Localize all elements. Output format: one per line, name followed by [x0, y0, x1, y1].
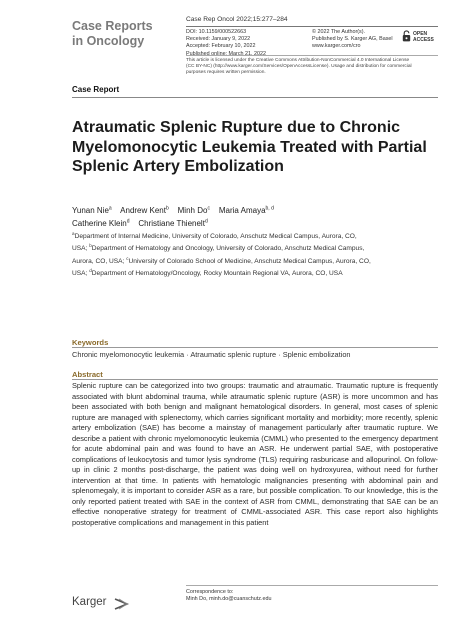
open-lock-icon [402, 30, 411, 42]
correspondence-label: Correspondence to: [186, 589, 234, 595]
author: Andrew Kent$^b$ [120, 205, 169, 215]
author-list [72, 203, 432, 229]
author: Minh Do$^c$ [177, 205, 210, 215]
journal-name-line2: in Oncology [72, 34, 145, 48]
author: Christiane Thienelt$^d$ [138, 218, 208, 228]
license-notice [186, 58, 436, 77]
keywords-heading: Keywords [72, 338, 109, 347]
open-access-line1: OPEN [413, 31, 428, 37]
license-line3: purposes requires written permission. [186, 70, 266, 76]
keyword: Chronic myelomonocytic leukemia [72, 350, 185, 359]
author: Catherine Klein$^d$ [72, 218, 130, 228]
received-date: Received: January 9, 2022 [186, 36, 251, 43]
author: Yunan Nie$^a$ [72, 205, 112, 215]
abstract-heading: Abstract [72, 370, 103, 379]
keyword: Atraumatic splenic rupture [190, 350, 277, 359]
citation: Case Rep Oncol 2022;15:277–284 [186, 16, 288, 23]
license-divider [186, 55, 438, 56]
abstract-text: Splenic rupture can be categorized into two groups: traumatic and atraumatic. Traumatic rupture is frequently associated with blunt abdominal trauma, while atraumatic splenic rupture (ASR) is more uncommon and has been associated with both benign and malignant hematological disorders. In general, most cases of splenic rupture are managed with splenectomy, which carries significant mortality and morbidity; more recently, splenic artery embolization (SAE) has become a mainstay of management particularly after traumatic rupture. We describe a patient with chronic myelomonocytic leukemia (CMML) who presented to the emergency department for acute abdominal pain and was found to have an ASR. He underwent partial SAE, with postoperative complications of leukocytosis and tumor lysis syndrome (TLS) requiring rasburicase and allopurinol. On follow-up in clinic 2 months post-discharge, the patient was doing well on hydroxyurea, without need for further intervention at that time. In patients with hematologic malignancies presenting with abdominal pain and splenomegaly, it is important to consider ASR as a rare, but possible complication. To our knowledge, this is the only reported patient treated with SAE in the context of ASR from CMML, demonstrating that SAE can be an effective nonoperative strategy for treatment of CMML-associated ASR. This case report also highlights postoperative complications and management in this patient [72, 381, 438, 527]
copyright: © 2022 The Author(s). [312, 29, 366, 35]
keywords-divider [72, 347, 438, 348]
website-link[interactable]: www.karger.com/cro [312, 43, 361, 50]
publication-dates [186, 29, 266, 58]
open-access-label [413, 31, 434, 43]
author: Maria Amaya$^{b, d}$ [218, 205, 274, 215]
article-type: Case Report [72, 85, 120, 94]
correspondence-divider [186, 585, 438, 586]
article-type-divider [72, 97, 438, 98]
open-access-line2: ACCESS [413, 37, 434, 43]
accepted-date: Accepted: February 10, 2022 [186, 43, 256, 50]
header-divider [186, 26, 438, 27]
article-title: Atraumatic Splenic Rupture due to Chronic Myelomonocytic Leukemia Treated with Partial Splenic Artery Embolization [72, 119, 427, 175]
publisher-line: Published by S. Karger AG, Basel [312, 36, 393, 43]
doi[interactable]: DOI: 10.1159/000522663 [186, 29, 247, 35]
correspondence-contact[interactable]: Minh Do, minh.do@cuanschutz.edu [186, 596, 272, 602]
publisher-logo-icon [113, 596, 129, 612]
keywords-list: Chronic myelomonocytic leukemia · Atraumatic splenic rupture · Splenic embolization [72, 350, 351, 359]
affiliations: $^a$Department of Internal Medicine, University of Colorado, Anschutz Medical Campus, Aurora, CO, USA; $^b$Department of Hematology and Oncology, University of Colorado, Anschutz Medical Campus, Aurora, CO, USA; $^c$University of Colorado School of Medicine, Anschutz Medical Campus, Aurora, CO, USA; $^d$Department of Hematology/Oncology, Rocky Mountain Regional VA, Aurora, CO, USA [72, 231, 371, 278]
published-date: Published online: March 21, 2022 [186, 50, 267, 57]
keyword: Splenic embolization [282, 350, 351, 359]
license-line1: This article is licensed under the Creative Commons Attribution-NonCommercial 4.0 International License [186, 58, 410, 63]
journal-name-line1: Case Reports [72, 19, 153, 33]
license-line2: (CC BY-NC) (http://www.karger.com/Services/OpenAccessLicense). Usage and distribution for commercial [186, 64, 412, 70]
journal-name [72, 19, 182, 49]
copyright-block [312, 29, 393, 51]
abstract-divider [72, 379, 438, 380]
publisher-logo-text: Karger [72, 596, 107, 608]
